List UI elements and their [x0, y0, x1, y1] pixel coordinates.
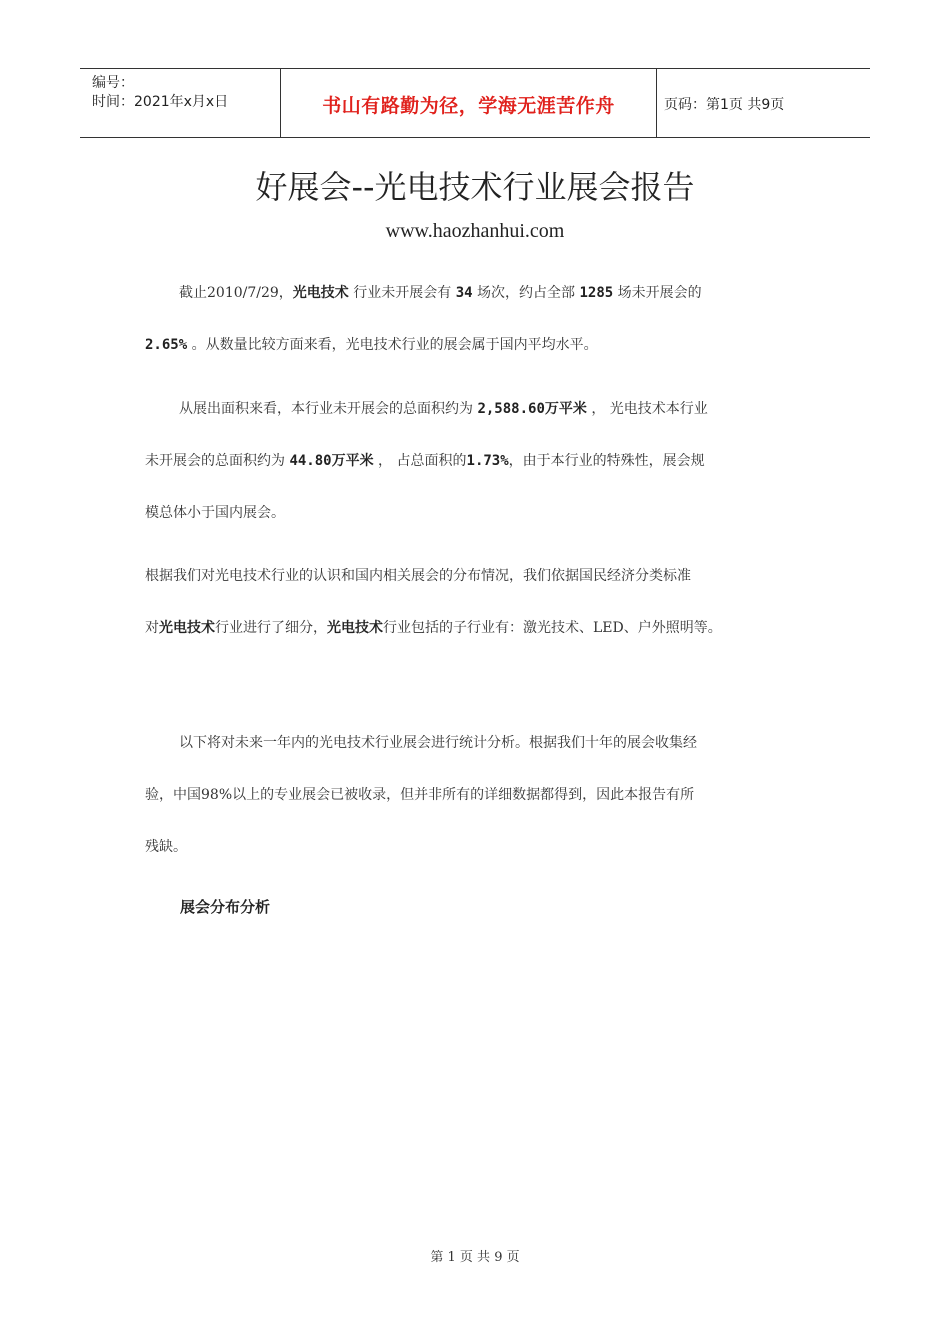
total-value: 1285 — [579, 285, 614, 301]
text-run: 行业未开展会有 — [348, 285, 456, 301]
text-run: 根据我们对光电技术行业的认识和国内相关展会的分布情况，我们依据国民经济分类标准 — [145, 568, 691, 584]
paragraph-area — [145, 383, 835, 539]
text-run: 未开展会的总面积约为 — [145, 453, 290, 469]
text-run: 截止2010/7/29， — [179, 285, 293, 301]
text-run: 行业包括的子行业有：激光技术、LED、户外照明等。 — [383, 620, 722, 636]
page-footer: 第 1 页 共 9 页 — [430, 1250, 520, 1265]
header-meta — [80, 69, 280, 137]
header-page-info: 页码：第1页 共9页 — [664, 97, 785, 113]
header-motto-cell — [280, 69, 657, 137]
site-url: www.haozhanhui.com — [385, 220, 565, 242]
text-run: ， 占总面积的 — [373, 453, 467, 469]
text-run: 残缺。 — [145, 839, 187, 855]
time-label: 时间：2021年x月x日 — [92, 94, 229, 110]
text-run: 。从数量比较方面来看，光电技术行业的展会属于国内平均水平。 — [187, 337, 598, 353]
text-run: 对 — [145, 620, 159, 636]
industry-name: 光电技术 — [292, 285, 349, 301]
page-header — [80, 68, 870, 138]
text-run: 从展出面积来看，本行业未开展会的总面积约为 — [179, 401, 478, 417]
document-title: 好展会--光电技术行业展会报告 — [255, 168, 695, 206]
motto-text: 书山有路勤为径，学海无涯苦作舟 — [322, 95, 615, 117]
text-run: 场次，约占全部 — [472, 285, 580, 301]
industry-area-value: 44.80万平米 — [289, 453, 374, 469]
paragraph-analysis-intro — [145, 717, 835, 873]
percent-value: 2.65% — [145, 337, 188, 353]
text-run: 验，中国98%以上的专业展会已被收录，但并非所有的详细数据都得到，因此本报告有所 — [145, 787, 695, 803]
section-heading: 展会分布分析 — [180, 898, 271, 916]
text-run: 以下将对未来一年内的光电技术行业展会进行统计分析。根据我们十年的展会收集经 — [179, 735, 697, 751]
number-label: 编号： — [92, 75, 134, 91]
header-page-cell — [656, 69, 870, 137]
text-run: ， 光电技术本行业 — [586, 401, 708, 417]
industry-name: 光电技术 — [159, 620, 215, 636]
area-percent-value: 1.73% — [466, 453, 509, 469]
text-run: ，由于本行业的特殊性，展会规 — [508, 453, 705, 469]
text-run: 场未开展会的 — [613, 285, 702, 301]
text-run: 行业进行了细分， — [215, 620, 327, 636]
total-area-value: 2,588.60万平米 — [477, 401, 587, 417]
text-run: 模总体小于国内展会。 — [145, 505, 285, 521]
industry-name: 光电技术 — [327, 620, 383, 636]
paragraph-subindustries — [145, 550, 835, 654]
paragraph-summary — [145, 267, 835, 371]
count-value: 34 — [455, 285, 473, 301]
